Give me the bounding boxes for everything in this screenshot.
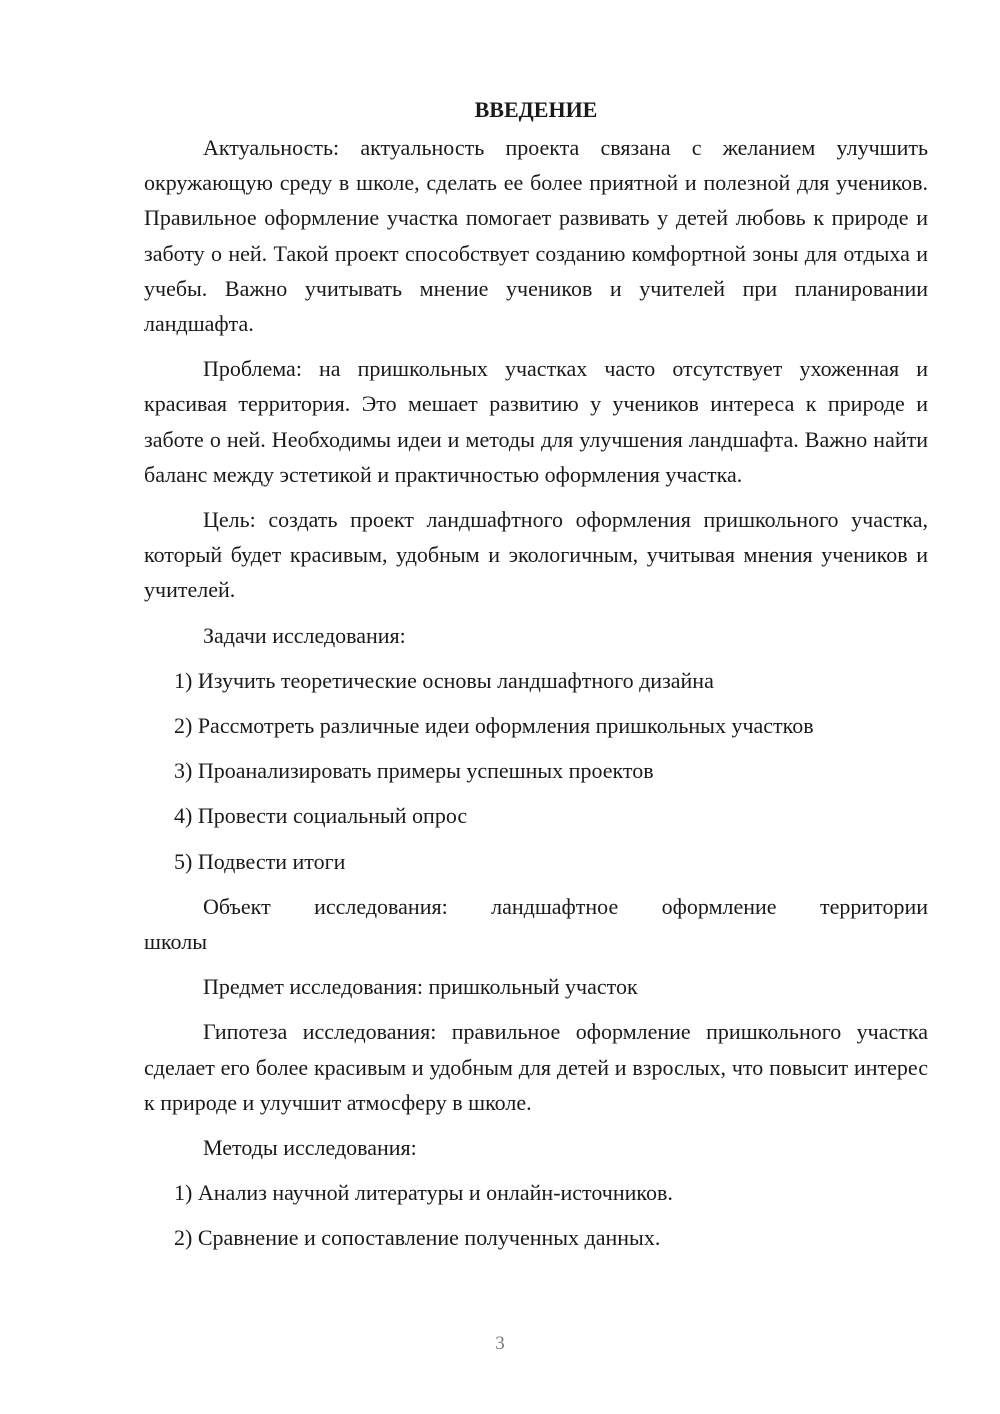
- goal-paragraph: Цель: создать проект ландшафтного оформления пришкольного участка, который будет красивым, удобным и экологичным, учитывая мнения учеников и учителей.: [144, 507, 928, 603]
- method-item-2: 2) Сравнение и сопоставление полученных данных.: [174, 1225, 661, 1251]
- relevance-paragraph: Актуальность: актуальность проекта связана с желанием улучшить окружающую среду в школе, сделать ее более приятной и полезной для учеников. Правильное оформление участка помогает развивать у детей любовь к природе и заботу о ней. Такой проект способствует созданию комфортной зоны для отдыха и учебы. Важно учитывать мнение учеников и учителей при планировании ландшафта.: [144, 135, 928, 337]
- methods-label: Методы исследования:: [203, 1135, 417, 1161]
- object-line-2: школы: [144, 929, 207, 955]
- method-item-1: 1) Анализ научной литературы и онлайн-источников.: [174, 1180, 673, 1206]
- problem-paragraph: Проблема: на пришкольных участках часто отсутствует ухоженная и красивая территория. Это мешает развитию у учеников интереса к природе и заботе о ней. Необходимы идеи и методы для улучшения ландшафта. Важно найти баланс между эстетикой и практичностью оформления участка.: [144, 356, 928, 487]
- page-number: 3: [495, 1333, 505, 1354]
- hypothesis-paragraph: Гипотеза исследования: правильное оформление пришкольного участка сделает его более красивым и удобным для детей и взрослых, что повысит интерес к природе и улучшит атмосферу в школе.: [144, 1019, 928, 1115]
- tasks-label: Задачи исследования:: [203, 622, 406, 648]
- task-item-5: 5) Подвести итоги: [174, 848, 346, 874]
- object-paragraph: [144, 889, 928, 959]
- subject-paragraph: Предмет исследования: пришкольный участок: [203, 974, 638, 1000]
- task-item-4: 4) Провести социальный опрос: [174, 803, 468, 829]
- task-item-2: 2) Рассмотреть различные идеи оформления пришкольных участков: [174, 713, 814, 739]
- task-item-1: 1) Изучить теоретические основы ландшафтного дизайна: [174, 667, 714, 693]
- section-heading: ВВЕДЕНИЕ: [474, 97, 598, 122]
- object-line-1: Объект исследования: ландшафтное оформление территории: [203, 893, 928, 919]
- document-page: [144, 95, 928, 1266]
- task-item-3: 3) Проанализировать примеры успешных проектов: [174, 758, 654, 784]
